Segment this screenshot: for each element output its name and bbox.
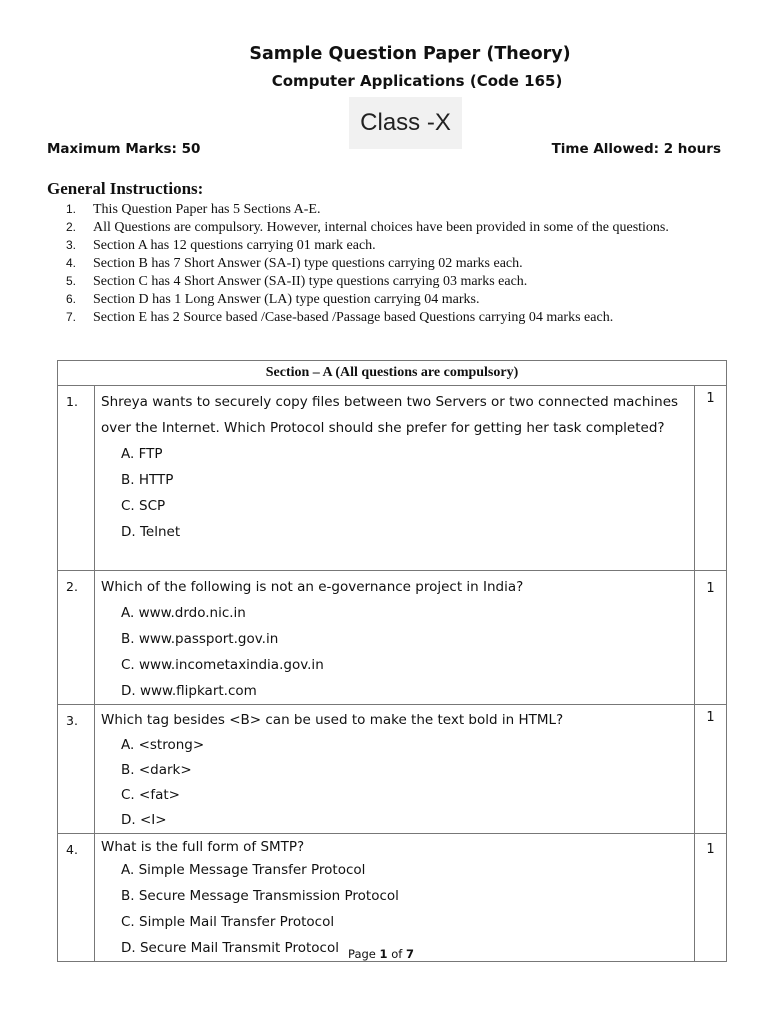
instruction-item: 7. Section E has 2 Source based /Case-based /Passage based Questions carrying 04 marks each. — [66, 310, 614, 325]
option-c: C. SCP — [121, 498, 166, 514]
option-a: A. FTP — [121, 446, 163, 462]
question-body — [95, 834, 695, 962]
question-body — [95, 571, 695, 705]
page-word: Page — [348, 947, 376, 961]
question-number: 1. — [58, 386, 95, 571]
page-current: 1 — [379, 947, 388, 961]
paper-subtitle: Computer Applications (Code 165) — [271, 72, 563, 90]
question-text: What is the full form of SMTP? — [101, 839, 305, 855]
instruction-item: 3. Section A has 12 questions carrying 01 mark each. — [66, 238, 376, 253]
question-text: Shreya wants to securely copy files between two Servers or two connected machines — [101, 394, 679, 410]
question-marks: 1 — [694, 834, 726, 962]
option-d: D. Telnet — [121, 524, 181, 540]
questions-table — [57, 360, 727, 962]
of-word: of — [391, 947, 403, 961]
instruction-item: 6. Section D has 1 Long Answer (LA) type question carrying 04 marks. — [66, 292, 480, 307]
maximum-marks: Maximum Marks: 50 — [47, 141, 201, 157]
question-row — [58, 834, 727, 962]
option-c: C. Simple Mail Transfer Protocol — [121, 914, 335, 930]
option-b: B. www.passport.gov.in — [121, 631, 279, 647]
general-instructions-list — [66, 200, 746, 326]
option-d: D. <I> — [121, 812, 167, 828]
option-a: A. www.drdo.nic.in — [121, 605, 246, 621]
question-marks: 1 — [694, 386, 726, 571]
option-d: D. Secure Mail Transmit Protocol — [121, 940, 339, 956]
section-a-heading: Section – A (All questions are compulsory) — [58, 361, 727, 386]
option-b: B. <dark> — [121, 762, 192, 778]
question-row — [58, 571, 727, 705]
paper-title: Sample Question Paper (Theory) — [249, 44, 571, 64]
instruction-item: 4. Section B has 7 Short Answer (SA-I) type questions carrying 02 marks each. — [66, 256, 523, 271]
question-body — [95, 386, 695, 571]
option-c: C. www.incometaxindia.gov.in — [121, 657, 324, 673]
question-text: Which tag besides <B> can be used to make the text bold in HTML? — [101, 712, 564, 728]
question-row — [58, 705, 727, 834]
question-marks: 1 — [694, 705, 726, 834]
page-footer — [0, 947, 762, 961]
option-d: D. www.flipkart.com — [121, 683, 257, 699]
question-marks: 1 — [694, 571, 726, 705]
instruction-item: 1. This Question Paper has 5 Sections A-E. — [66, 202, 321, 217]
question-text: Which of the following is not an e-governance project in India? — [101, 579, 524, 595]
question-number: 2. — [58, 571, 95, 705]
option-a: A. <strong> — [121, 737, 205, 753]
instruction-item: 5. Section C has 4 Short Answer (SA-II) type questions carrying 03 marks each. — [66, 274, 528, 289]
question-row — [58, 386, 727, 571]
option-c: C. <fat> — [121, 787, 180, 803]
question-number: 3. — [58, 705, 95, 834]
page-total: 7 — [405, 947, 414, 961]
instruction-item: 2. All Questions are compulsory. However, internal choices have been provided in some of the questions. — [66, 220, 669, 235]
question-number: 4. — [58, 834, 95, 962]
question-text: over the Internet. Which Protocol should she prefer for getting her task completed? — [101, 420, 665, 436]
question-body — [95, 705, 695, 834]
time-allowed: Time Allowed: 2 hours — [551, 141, 721, 157]
option-b: B. HTTP — [121, 472, 174, 488]
class-label: Class -X — [349, 97, 462, 149]
option-b: B. Secure Message Transmission Protocol — [121, 888, 399, 904]
option-a: A. Simple Message Transfer Protocol — [121, 862, 366, 878]
general-instructions-heading: General Instructions: — [47, 179, 204, 198]
